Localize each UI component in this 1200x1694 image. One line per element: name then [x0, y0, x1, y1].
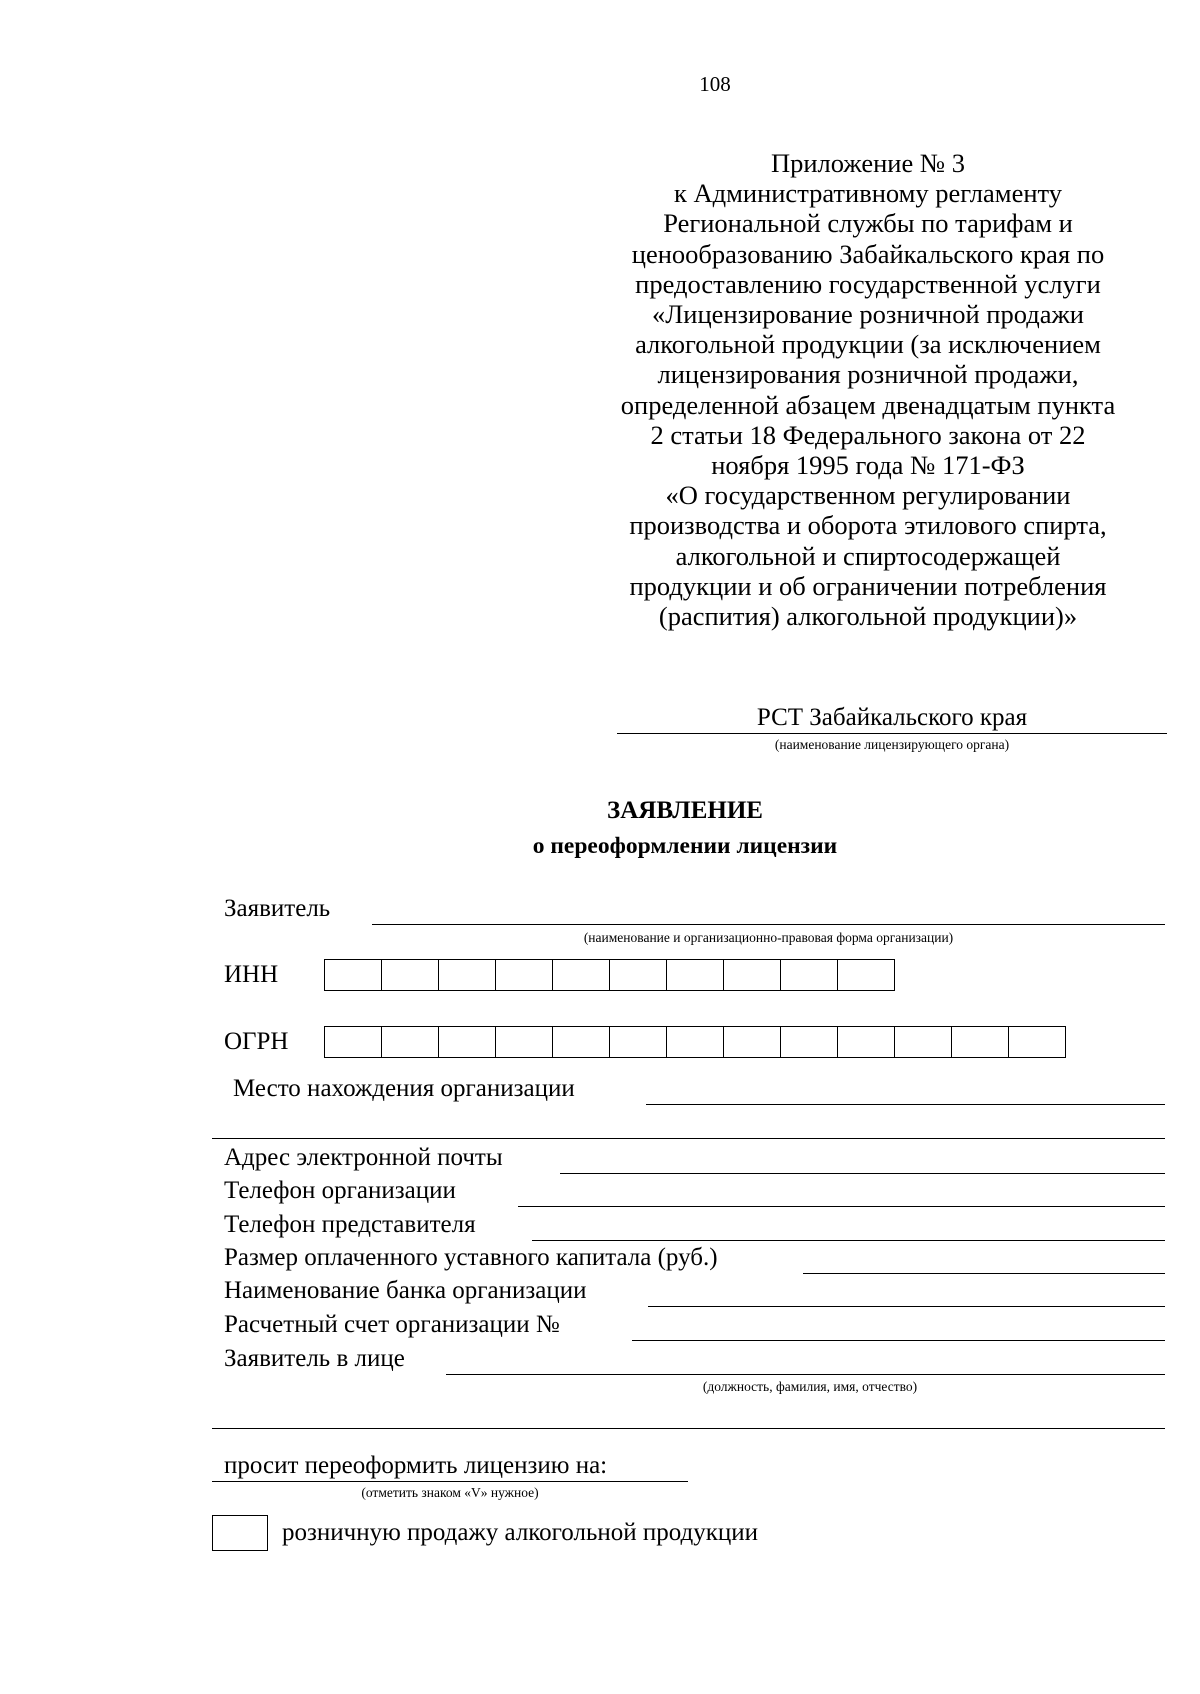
inn-cells[interactable]: [324, 959, 895, 991]
org-phone-line[interactable]: [518, 1206, 1165, 1207]
annex-line: производства и оборота этилового спирта,: [629, 510, 1107, 541]
capital-line[interactable]: [803, 1273, 1165, 1274]
ogrn-digit-cell[interactable]: [382, 1026, 439, 1058]
annex-line: предоставлению государственной услуги: [635, 268, 1101, 299]
annex-line: ноября 1995 года № 171-ФЗ: [711, 450, 1025, 481]
person-hint: (должность, фамилия, имя, отчество): [702, 1379, 918, 1394]
annex-line: Приложение № 3: [770, 148, 965, 178]
inn-digit-cell[interactable]: [553, 959, 610, 991]
annex-line: алкогольной и спиртосодержащей: [675, 540, 1061, 571]
location-label: Место нахождения организации: [233, 1075, 575, 1102]
person-label: Заявитель в лице: [224, 1345, 405, 1372]
inn-digit-cell[interactable]: [439, 959, 496, 991]
person-line-2[interactable]: [212, 1428, 1165, 1429]
inn-label: ИНН: [224, 961, 279, 988]
ogrn-digit-cell[interactable]: [781, 1026, 838, 1058]
rep-phone-label: Телефон представителя: [224, 1211, 476, 1238]
authority-field: РСТ Забайкальского края: [617, 703, 1167, 734]
request-hint: (отметить знаком «V» нужное): [361, 1485, 539, 1500]
org-phone-label: Телефон организации: [224, 1177, 456, 1204]
ogrn-digit-cell[interactable]: [496, 1026, 553, 1058]
ogrn-digit-cell[interactable]: [325, 1026, 382, 1058]
ogrn-digit-cell[interactable]: [1009, 1026, 1066, 1058]
ogrn-cells[interactable]: [324, 1026, 1066, 1058]
annex-header: [608, 148, 1128, 631]
inn-digit-cell[interactable]: [325, 959, 382, 991]
annex-line: 2 статьи 18 Федерального закона от 22: [650, 419, 1086, 450]
capital-label: Размер оплаченного уставного капитала (руб.): [224, 1244, 718, 1271]
location-line[interactable]: [646, 1104, 1165, 1105]
account-label: Расчетный счет организации №: [224, 1311, 560, 1338]
annex-line: (распития) алкогольной продукции)»: [658, 601, 1078, 632]
person-line[interactable]: [446, 1374, 1165, 1375]
request-underline: [212, 1481, 688, 1482]
ogrn-digit-cell[interactable]: [952, 1026, 1009, 1058]
annex-line: определенной абзацем двенадцатым пункта: [620, 389, 1116, 420]
ogrn-digit-cell[interactable]: [553, 1026, 610, 1058]
document-title: ЗАЯВЛЕНИЕ: [607, 797, 763, 824]
document-subtitle: о переоформлении лицензии: [532, 833, 838, 859]
ogrn-digit-cell[interactable]: [667, 1026, 724, 1058]
ogrn-digit-cell[interactable]: [838, 1026, 895, 1058]
inn-digit-cell[interactable]: [781, 959, 838, 991]
annex-line: ценообразованию Забайкальского края по: [631, 238, 1105, 269]
annex-line: «О государственном регулировании: [665, 480, 1071, 511]
bank-label: Наименование банка организации: [224, 1277, 587, 1304]
ogrn-digit-cell[interactable]: [610, 1026, 667, 1058]
email-line[interactable]: [560, 1173, 1165, 1174]
account-line[interactable]: [632, 1340, 1165, 1341]
annex-line: лицензирования розничной продажи,: [657, 359, 1079, 390]
inn-digit-cell[interactable]: [724, 959, 781, 991]
applicant-line[interactable]: [372, 924, 1165, 925]
inn-digit-cell[interactable]: [610, 959, 667, 991]
ogrn-digit-cell[interactable]: [439, 1026, 496, 1058]
annex-line: алкогольной продукции (за исключением: [635, 329, 1101, 360]
authority-hint: (наименование лицензирующего органа): [774, 737, 1010, 752]
inn-digit-cell[interactable]: [838, 959, 895, 991]
applicant-label: Заявитель: [224, 895, 331, 922]
email-label: Адрес электронной почты: [224, 1144, 503, 1171]
bank-line[interactable]: [648, 1306, 1165, 1307]
annex-line: Региональной службы по тарифам и: [663, 208, 1073, 239]
ogrn-digit-cell[interactable]: [724, 1026, 781, 1058]
annex-line: продукции и об ограничении потребления: [629, 570, 1107, 601]
inn-digit-cell[interactable]: [496, 959, 553, 991]
retail-checkbox[interactable]: [212, 1515, 268, 1551]
inn-digit-cell[interactable]: [382, 959, 439, 991]
ogrn-digit-cell[interactable]: [895, 1026, 952, 1058]
request-label: просит переоформить лицензию на:: [224, 1452, 608, 1479]
location-line-2[interactable]: [212, 1138, 1165, 1139]
annex-line: к Административному регламенту: [674, 178, 1062, 209]
inn-digit-cell[interactable]: [667, 959, 724, 991]
rep-phone-line[interactable]: [532, 1240, 1165, 1241]
retail-option-label: розничную продажу алкогольной продукции: [282, 1519, 759, 1546]
ogrn-label: ОГРН: [224, 1028, 289, 1055]
annex-line: «Лицензирование розничной продажи: [652, 299, 1084, 330]
page-number: 108: [699, 72, 731, 96]
applicant-hint: (наименование и организационно-правовая форма организации): [583, 930, 954, 945]
